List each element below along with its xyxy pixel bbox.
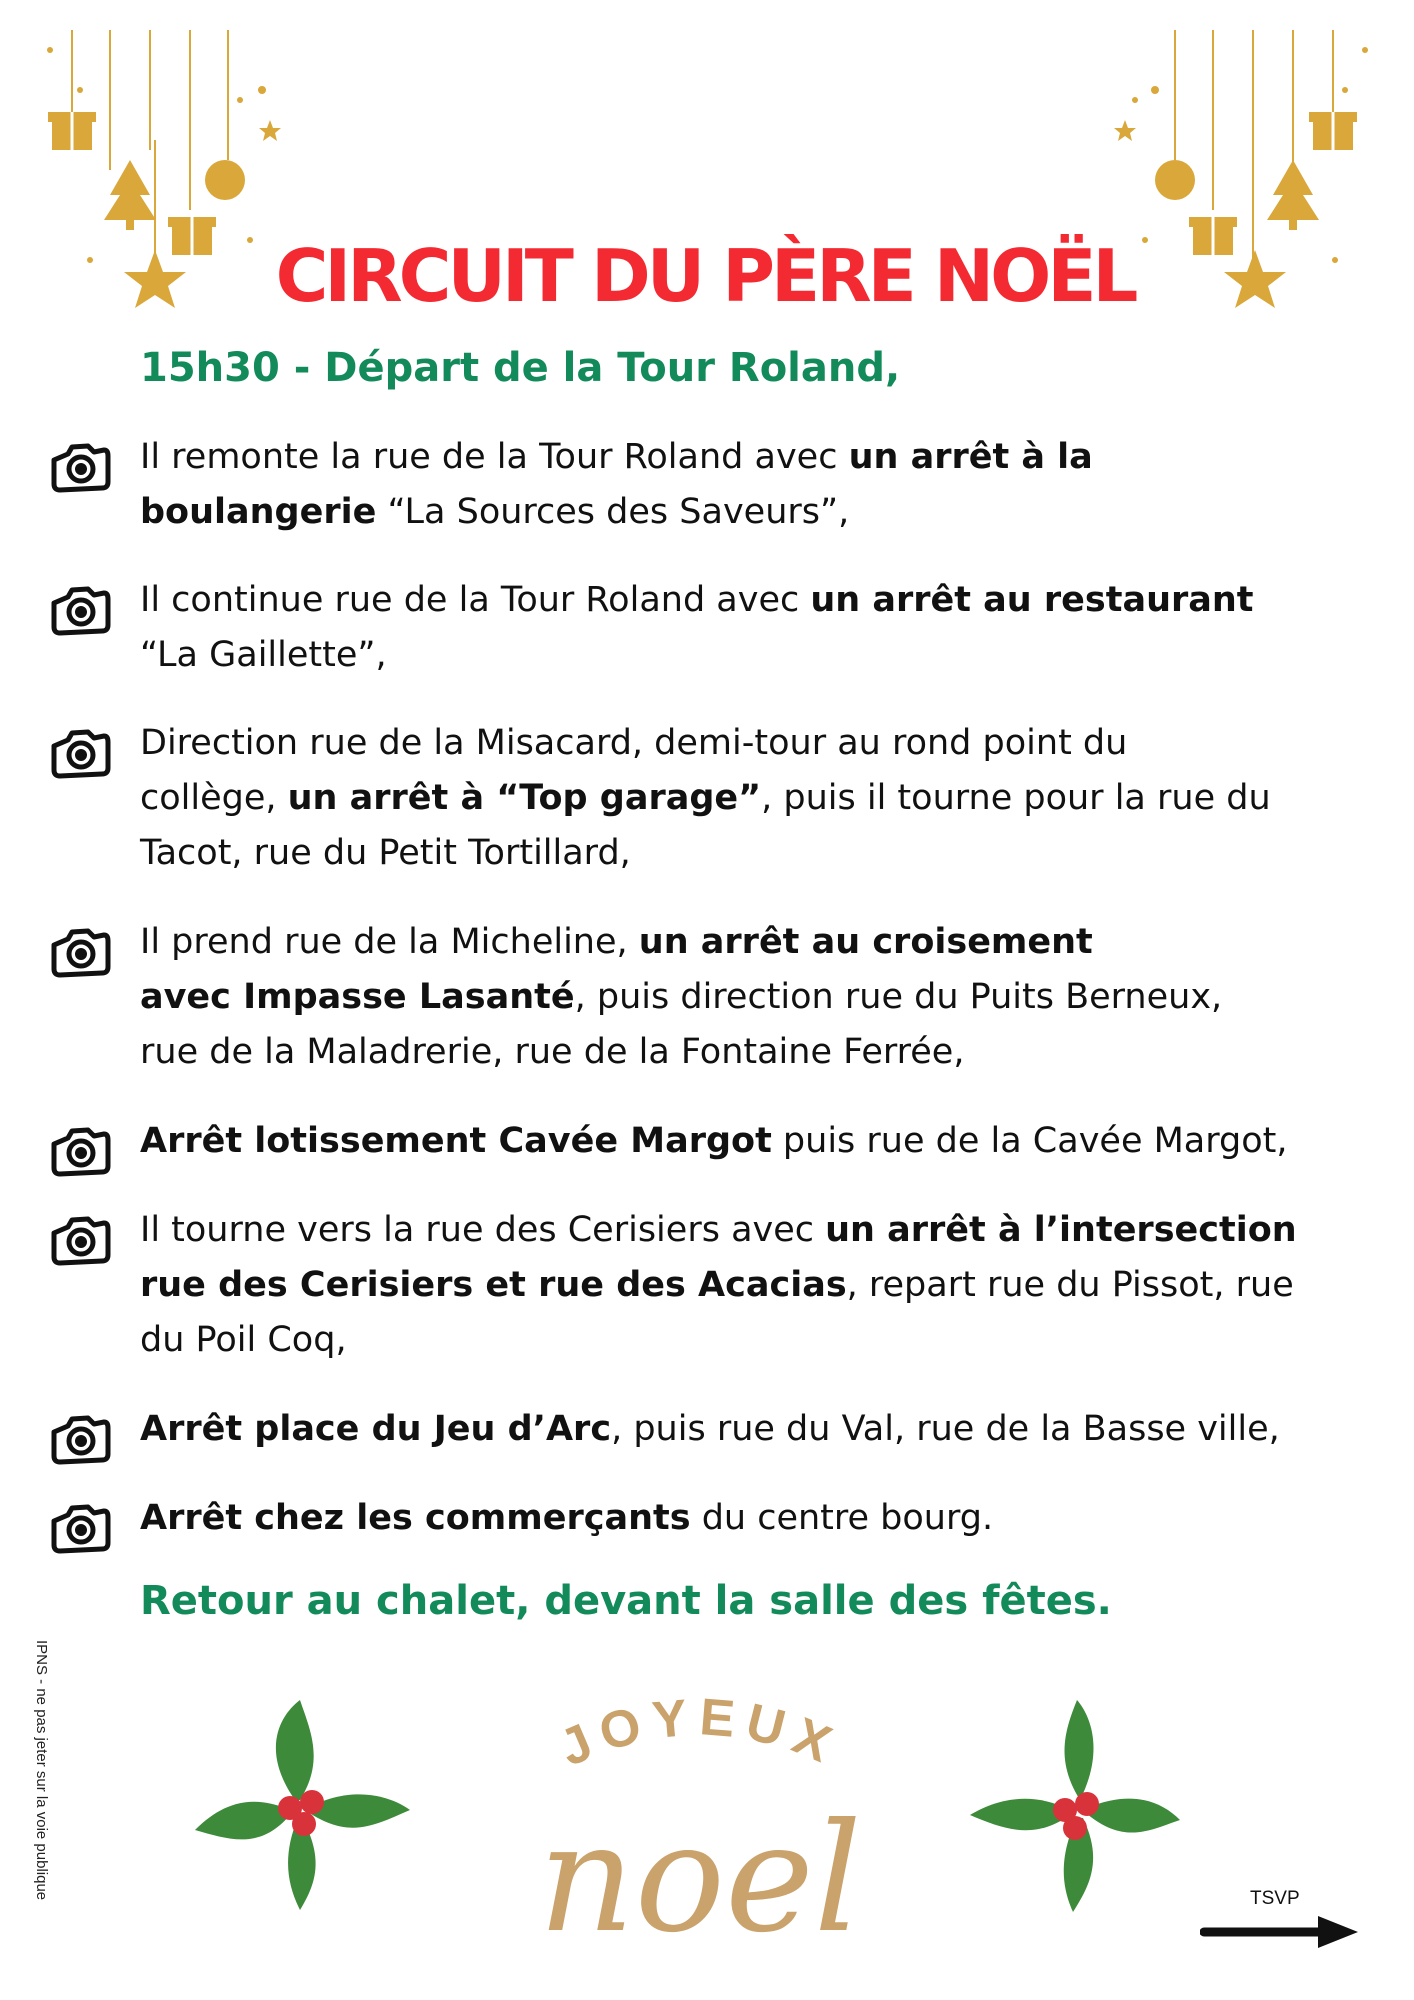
greeting-bottom-text: noel: [538, 1792, 862, 1960]
stop-item: [0, 1402, 1414, 1457]
stop-item: [0, 430, 1414, 540]
stop-text-bold: un arrêt à “Top garage”: [287, 778, 762, 818]
stop-text-regular: Il prend rue de la Micheline,: [140, 922, 639, 962]
stop-text-regular: Il remonte la rue de la Tour Roland avec: [140, 437, 849, 477]
stop-text-regular: Direction rue de la Misacard, demi-tour au rond point du: [140, 723, 1128, 763]
camera-icon: [48, 1126, 112, 1180]
stop-text-line: [140, 1025, 1410, 1080]
stop-item: [0, 915, 1414, 1080]
stop-text-regular: rue de la Maladrerie, rue de la Fontaine Ferrée,: [140, 1032, 965, 1072]
stop-item: [0, 1203, 1414, 1368]
stop-text-bold: un arrêt au restaurant: [810, 580, 1254, 620]
stop-item: [0, 1114, 1414, 1169]
holly-left-icon: [190, 1690, 420, 1920]
stop-text-bold: Arrêt place du Jeu d’Arc: [140, 1409, 612, 1449]
stop-text-regular: , repart rue du Pissot, rue: [846, 1265, 1294, 1305]
stop-text-regular: Il tourne vers la rue des Cerisiers avec: [140, 1210, 826, 1250]
camera-icon: [48, 1414, 112, 1468]
return-heading: Retour au chalet, devant la salle des fêtes.: [140, 1578, 1112, 1624]
departure-heading: 15h30 - Départ de la Tour Roland,: [140, 345, 901, 391]
stop-text-line: [140, 1114, 1410, 1169]
stop-text-regular: “La Gaillette”,: [140, 635, 387, 675]
stop-text-line: [140, 573, 1410, 628]
camera-icon: [48, 1503, 112, 1557]
stop-text-regular: , puis direction rue du Puits Berneux,: [574, 977, 1223, 1017]
camera-icon: [48, 1215, 112, 1269]
holly-right-icon: [965, 1690, 1195, 1920]
stop-text-line: [140, 485, 1410, 540]
turn-page-indicator: [1200, 1888, 1360, 1958]
stop-text-line: [140, 1402, 1410, 1457]
stop-text-bold: boulangerie: [140, 492, 377, 532]
stop-text-bold: un arrêt au croisement: [638, 922, 1093, 962]
stop-text-regular: du centre bourg.: [690, 1498, 994, 1538]
stop-item: [0, 716, 1414, 881]
stop-text-line: [140, 915, 1410, 970]
side-note: IPNS - ne pas jeter sur la voie publique: [33, 1640, 50, 1901]
stop-text-line: [140, 826, 1410, 881]
tsvp-label: TSVP: [1250, 1888, 1300, 1909]
arrow-right-icon: [1200, 1912, 1360, 1952]
stop-text-line: [140, 1258, 1410, 1313]
stop-text-bold: un arrêt à la: [848, 437, 1093, 477]
stop-text-line: [140, 716, 1410, 771]
stop-text-regular: puis rue de la Cavée Margot,: [771, 1121, 1288, 1161]
stop-text-line: [140, 430, 1410, 485]
stop-text-bold: un arrêt à l’intersection: [825, 1210, 1297, 1250]
stop-text-line: [140, 1491, 1410, 1546]
camera-icon: [48, 927, 112, 981]
stop-text-bold: avec Impasse Lasanté: [140, 977, 575, 1017]
joyeux-noel-greeting: [490, 1660, 910, 1960]
camera-icon: [48, 442, 112, 496]
stop-text-regular: , puis rue du Val, rue de la Basse ville,: [611, 1409, 1280, 1449]
stop-text-regular: collège,: [140, 778, 288, 818]
stop-item: [0, 573, 1414, 683]
stop-text-regular: Tacot, rue du Petit Tortillard,: [140, 833, 631, 873]
stop-text-regular: , puis il tourne pour la rue du: [761, 778, 1271, 818]
stop-text-regular: “La Sources des Saveurs”,: [376, 492, 850, 532]
stop-text-bold: Arrêt lotissement Cavée Margot: [140, 1121, 772, 1161]
stop-item: [0, 1491, 1414, 1546]
stop-text-bold: Arrêt chez les commerçants: [140, 1498, 691, 1538]
camera-icon: [48, 585, 112, 639]
stop-text-line: [140, 970, 1410, 1025]
stop-text-line: [140, 771, 1410, 826]
stop-text-bold: rue des Cerisiers et rue des Acacias: [140, 1265, 847, 1305]
stop-text-regular: du Poil Coq,: [140, 1320, 347, 1360]
stop-text-line: [140, 628, 1410, 683]
greeting-top-text: JOYEUX: [551, 1688, 849, 1778]
page-title: CIRCUIT DU PÈRE NOËL: [275, 234, 1135, 319]
camera-icon: [48, 728, 112, 782]
stop-text-line: [140, 1313, 1410, 1368]
stop-text-regular: Il continue rue de la Tour Roland avec: [140, 580, 811, 620]
stop-text-line: [140, 1203, 1410, 1258]
